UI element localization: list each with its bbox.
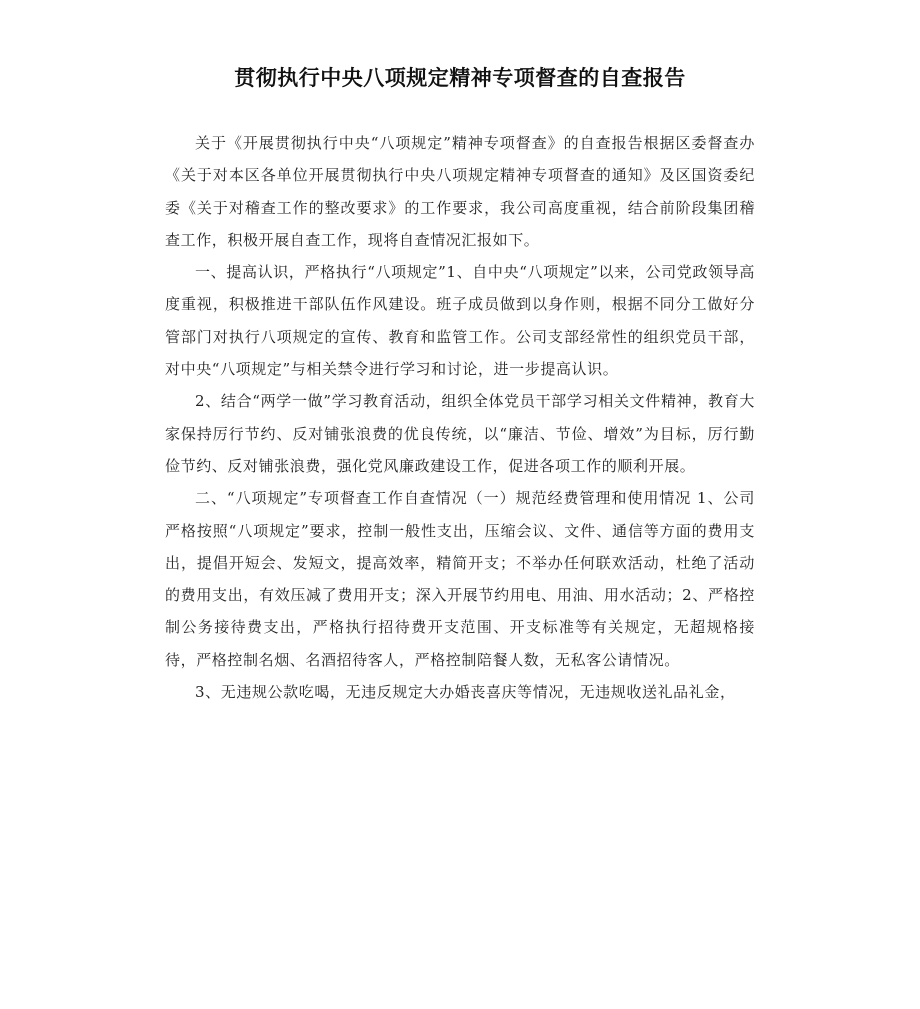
document-body (165, 127, 755, 708)
paragraph-intro: 关于《开展贯彻执行中央“八项规定”精神专项督查》的自查报告根据区委督查办《关于对本区各单位开展贯彻执行中央八项规定精神专项督查的通知》及区国资委纪委《关于对稽查工作的整改要求》的工作要求，我公司高度重视，结合前阶段集团稽查工作，积极开展自查工作，现将自查情况汇报如下。 (165, 134, 755, 249)
document-title: 贯彻执行中央八项规定精神专项督查的自查报告 (234, 66, 686, 90)
paragraph-section-2: 二、“八项规定”专项督查工作自查情况（一）规范经费管理和使用情况 1、公司严格按照“八项规定”要求，控制一般性支出，压缩会议、文件、通信等方面的费用支出，提倡开短会、发短文，提高效率，精简开支；不举办任何联欢活动，杜绝了活动的费用支出，有效压减了费用开支；深入开展节约用电、用油、用水活动；2、严格控制公务接待费支出，严格执行招待费开支范围、开支标准等有关规定，无超规格接待，严格控制名烟、名酒招待客人，严格控制陪餐人数，无私客公请情况。 (165, 489, 755, 669)
paragraph-section-1-item-2: 2、结合“两学一做”学习教育活动，组织全体党员干部学习相关文件精神，教育大家保持厉行节约、反对铺张浪费的优良传统，以“廉洁、节俭、增效”为目标，厉行勤俭节约、反对铺张浪费，强化党风廉政建设工作，促进各项工作的顺利开展。 (165, 392, 755, 475)
paragraph-section-2-item-3: 3、无违规公款吃喝，无违反规定大办婚丧喜庆等情况，无违规收送礼品礼金， (195, 683, 736, 702)
paragraph-section-1: 一、提高认识，严格执行“八项规定”1、自中央“八项规定”以来，公司党政领导高度重视，积极推进干部队伍作风建设。班子成员做到以身作则，根据不同分工做好分管部门对执行八项规定的宣传、教育和监管工作。公司支部经常性的组织党员干部，对中央“八项规定”与相关禁令进行学习和讨论，进一步提高认识。 (165, 263, 755, 379)
